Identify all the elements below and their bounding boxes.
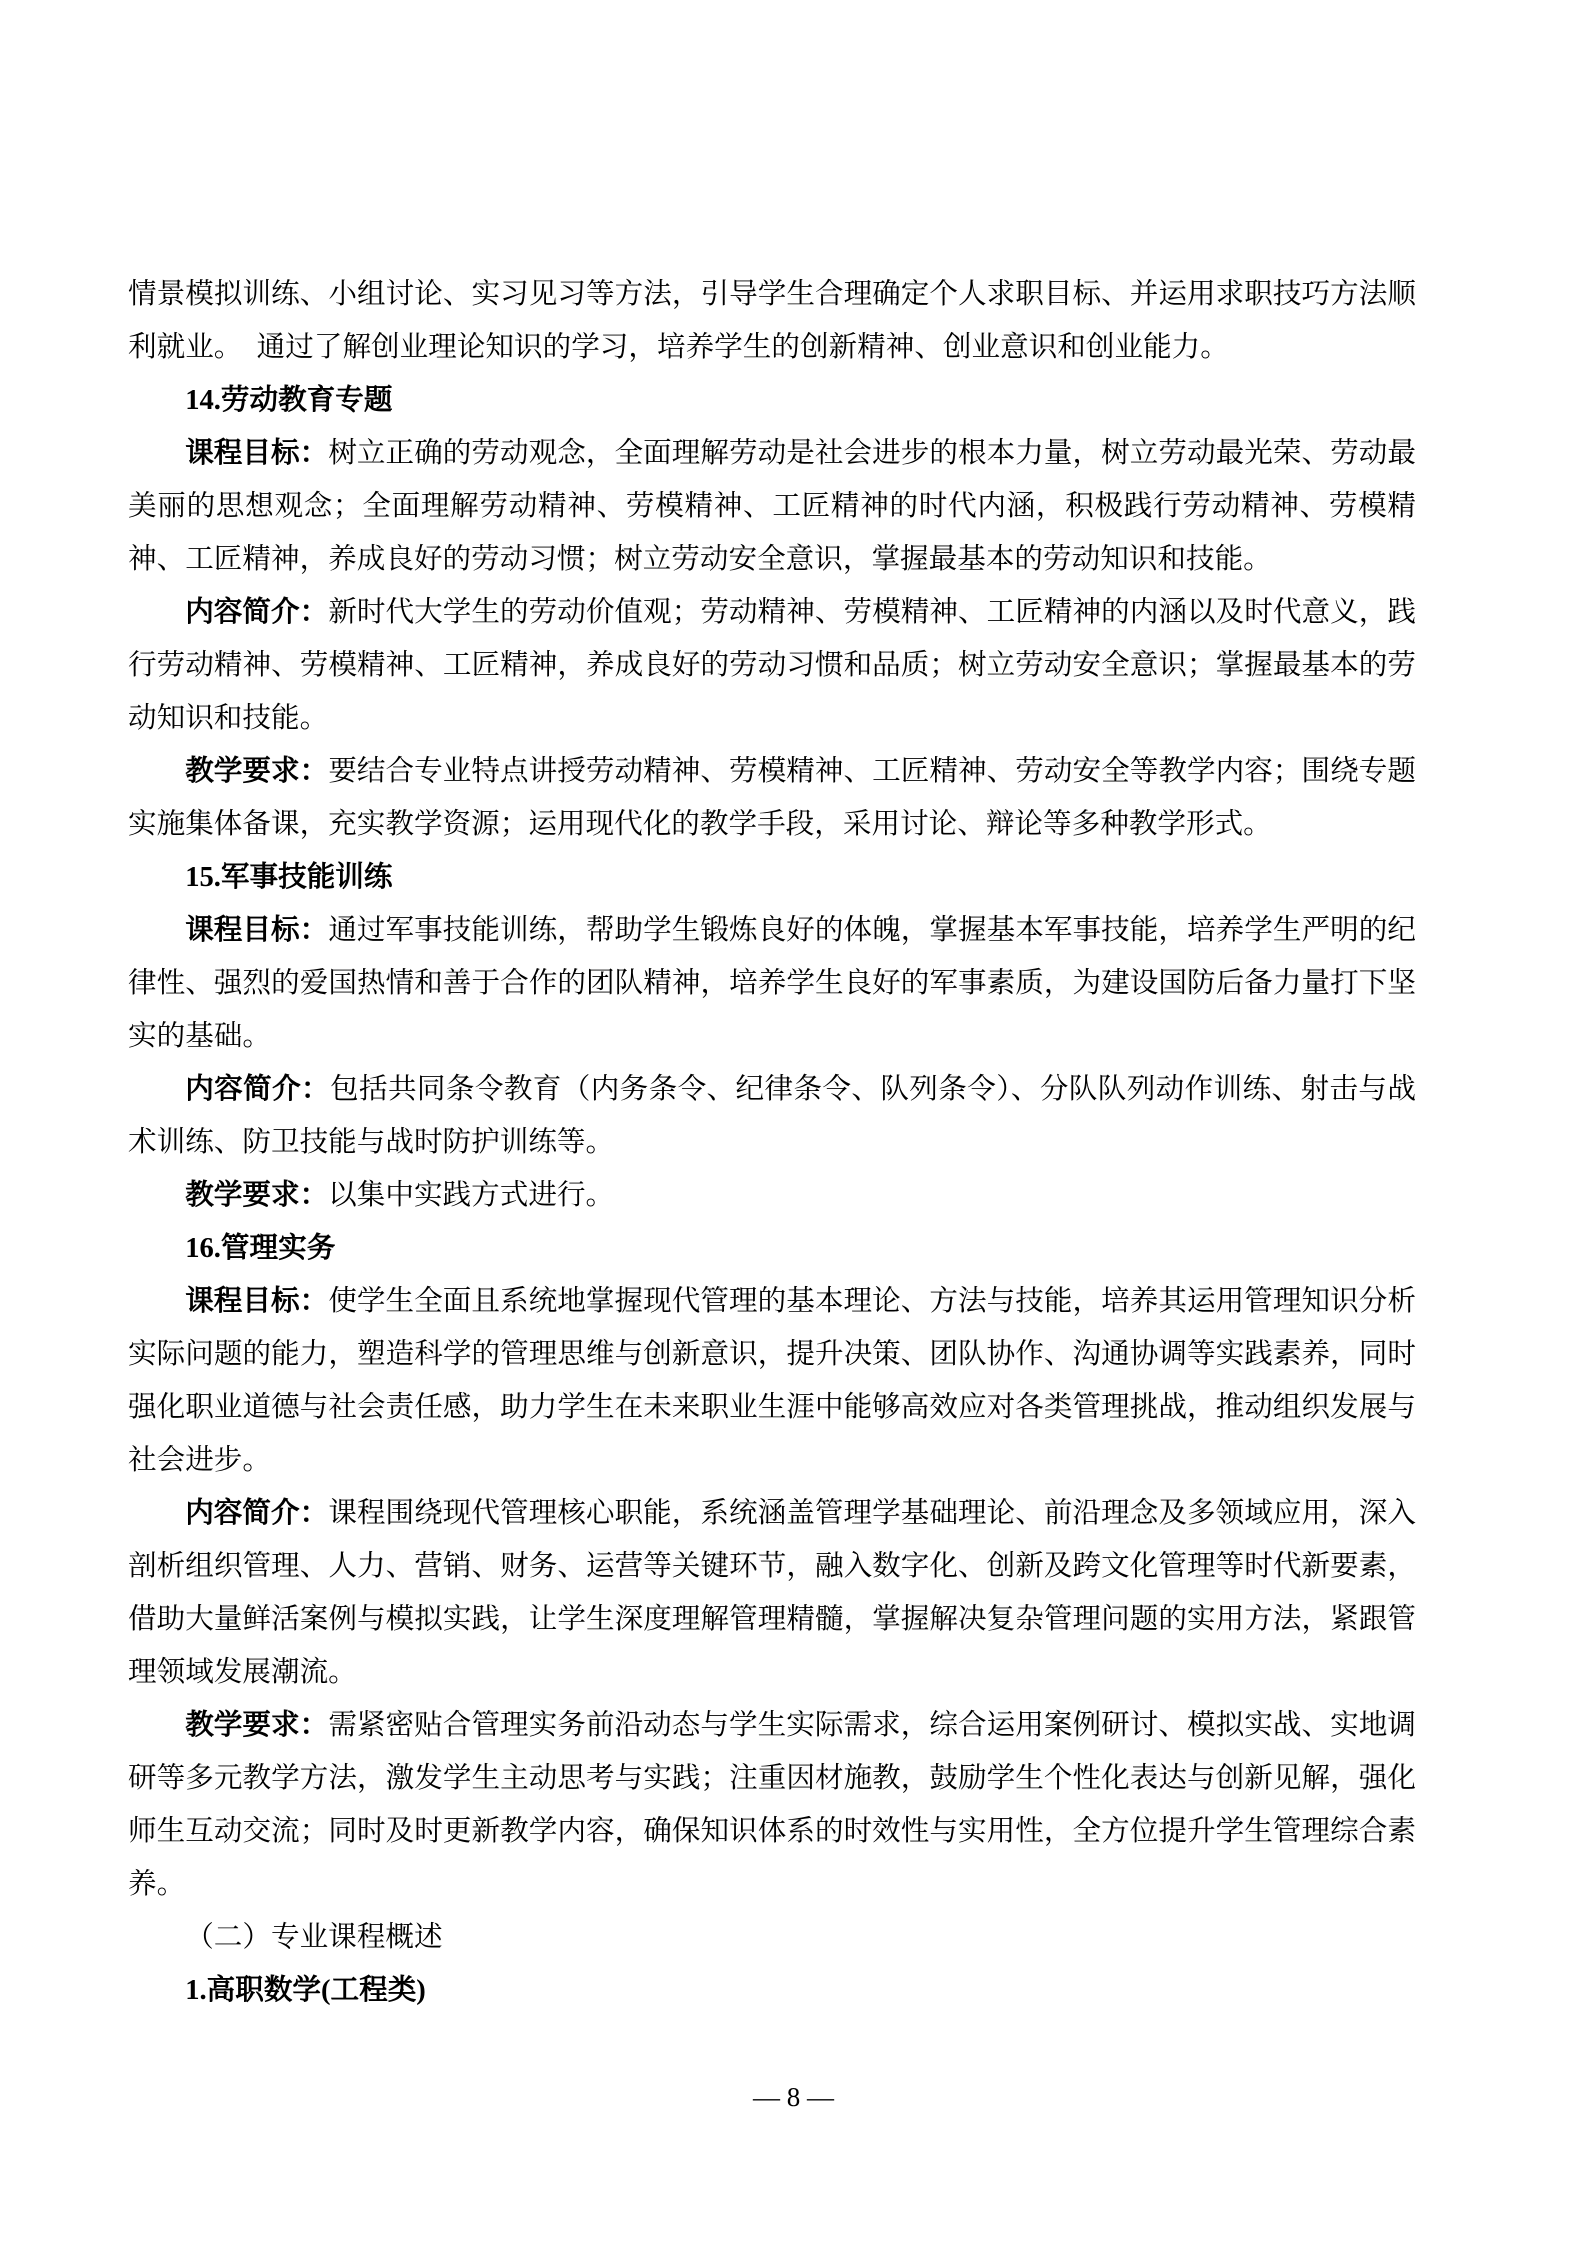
body-paragraph: （二）专业课程概述: [185, 1922, 443, 1953]
paragraph-label: 课程目标：: [185, 915, 329, 946]
section-heading: 14.劳动教育专题: [185, 385, 393, 416]
labeled-paragraph: 课程目标：树立正确的劳动观念，全面理解劳动是社会进步的根本力量，树立劳动最光荣、劳动最美丽的思想观念；全面理解劳动精神、劳模精神、工匠精神的时代内涵，积极践行劳动精神、劳模精神、工匠精神，养成良好的劳动习惯；树立劳动安全意识，掌握最基本的劳动知识和技能。: [128, 438, 1416, 575]
labeled-paragraph: 课程目标：通过军事技能训练，帮助学生锻炼良好的体魄，掌握基本军事技能，培养学生严明的纪律性、强烈的爱国热情和善于合作的团队精神，培养学生良好的军事素质，为建设国防后备力量打下坚实的基础。: [128, 915, 1416, 1052]
section-heading: 16.管理实务: [185, 1233, 336, 1264]
page-number: — 8 —: [753, 2082, 834, 2112]
body-paragraph: 情景模拟训练、小组讨论、实习见习等方法，引导学生合理确定个人求职目标、并运用求职技巧方法顺利就业。 通过了解创业理论知识的学习，培养学生的创新精神、创业意识和创业能力。: [128, 279, 1416, 363]
paragraph-label: 教学要求：: [185, 1710, 329, 1741]
labeled-paragraph: 教学要求：需紧密贴合管理实务前沿动态与学生实际需求，综合运用案例研讨、模拟实战、实地调研等多元教学方法，激发学生主动思考与实践；注重因材施教，鼓励学生个性化表达与创新见解，强化师生互动交流；同时及时更新教学内容，确保知识体系的时效性与实用性，全方位提升学生管理综合素养。: [128, 1710, 1416, 1900]
paragraph-label: 课程目标：: [185, 1286, 329, 1317]
labeled-paragraph: 内容简介：课程围绕现代管理核心职能，系统涵盖管理学基础理论、前沿理念及多领域应用，深入剖析组织管理、人力、营销、财务、运营等关键环节，融入数字化、创新及跨文化管理等时代新要素，借助大量鲜活案例与模拟实践，让学生深度理解管理精髓，掌握解决复杂管理问题的实用方法，紧跟管理领域发展潮流。: [128, 1498, 1416, 1688]
labeled-paragraph: 教学要求：以集中实践方式进行。: [185, 1180, 615, 1211]
paragraph-label: 教学要求：: [185, 1180, 329, 1211]
labeled-paragraph: 内容简介：包括共同条令教育（内务条令、纪律条令、队列条令）、分队队列动作训练、射击与战术训练、防卫技能与战时防护训练等。: [128, 1074, 1416, 1158]
paragraph-label: 课程目标：: [185, 438, 329, 469]
labeled-paragraph: 内容简介：新时代大学生的劳动价值观；劳动精神、劳模精神、工匠精神的内涵以及时代意义，践行劳动精神、劳模精神、工匠精神，养成良好的劳动习惯和品质；树立劳动安全意识；掌握最基本的劳动知识和技能。: [128, 597, 1416, 734]
section-heading: 1.高职数学(工程类): [185, 1975, 426, 2006]
page-content: [128, 268, 1416, 2017]
section-heading: 15.军事技能训练: [185, 862, 393, 893]
paragraph-label: 教学要求：: [185, 756, 329, 787]
paragraph-label: 内容简介：: [185, 1074, 331, 1105]
paragraph-label: 内容简介：: [185, 597, 329, 628]
paragraph-label: 内容简介：: [185, 1498, 329, 1529]
labeled-paragraph: 课程目标：使学生全面且系统地掌握现代管理的基本理论、方法与技能，培养其运用管理知识分析实际问题的能力，塑造科学的管理思维与创新意识，提升决策、团队协作、沟通协调等实践素养，同时强化职业道德与社会责任感，助力学生在未来职业生涯中能够高效应对各类管理挑战，推动组织发展与社会进步。: [128, 1286, 1416, 1476]
labeled-paragraph: 教学要求：要结合专业特点讲授劳动精神、劳模精神、工匠精神、劳动安全等教学内容；围绕专题实施集体备课，充实教学资源；运用现代化的教学手段，采用讨论、辩论等多种教学形式。: [128, 756, 1416, 840]
